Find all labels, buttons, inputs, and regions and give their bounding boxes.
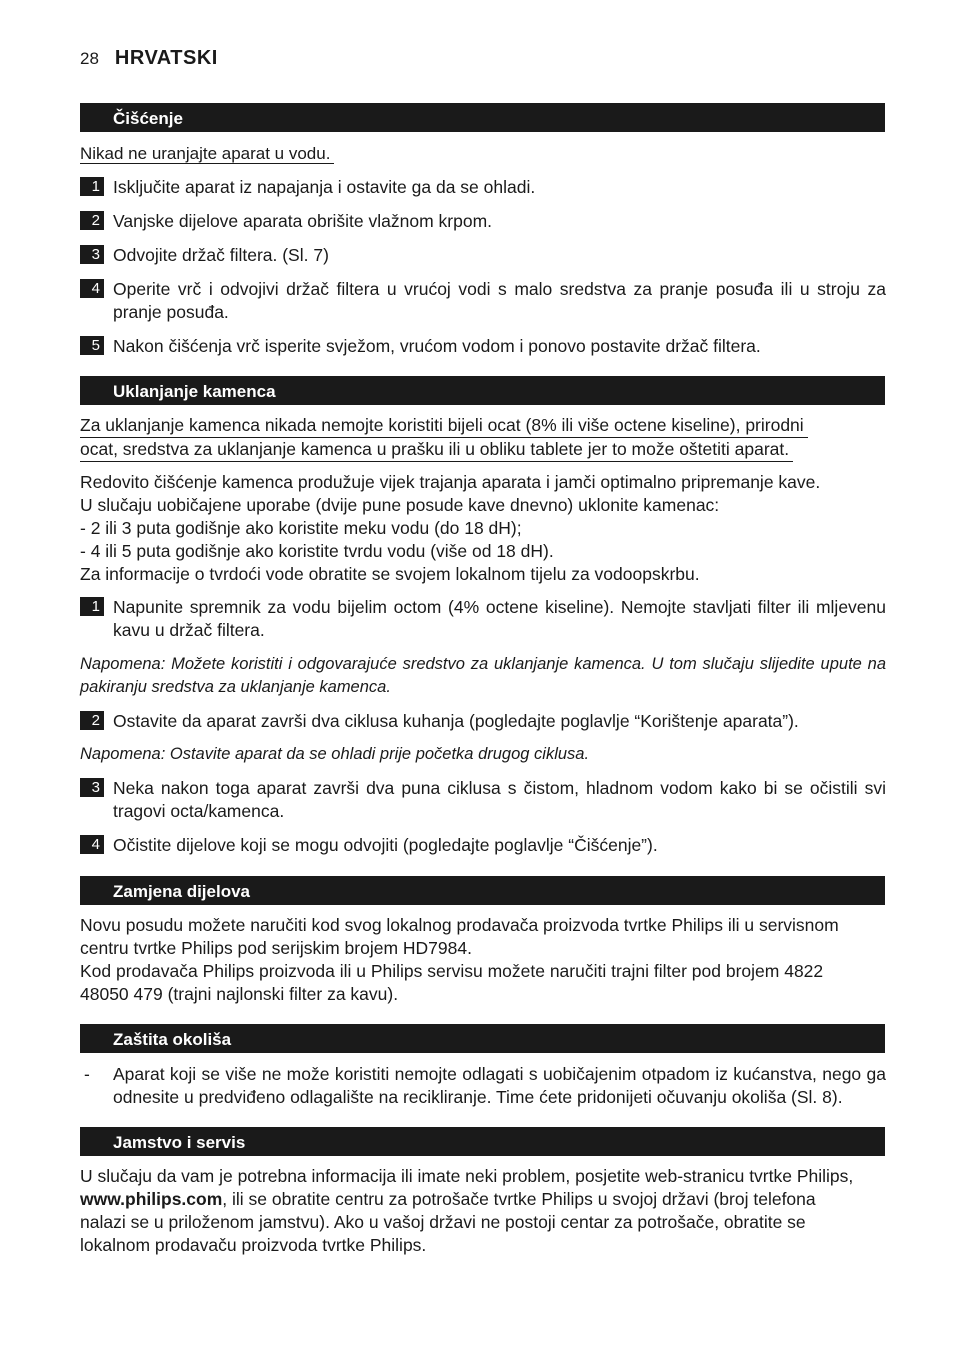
step-text: Neka nakon toga aparat završi dva puna ciklusa s čistom, hladnom vodom kako bi se očistili svi tragovi octa/kamenca. — [113, 778, 886, 821]
step-text: Operite vrč i odvojivi držač filtera u vrućoj vodi s malo sredstva za pranje posuđa ili u stroju za pranje posuđa. — [113, 279, 886, 322]
section-header-guarantee: Jamstvo i servis — [80, 1127, 885, 1156]
cleaning-warning: Nikad ne uranjajte aparat u vodu. — [80, 143, 334, 165]
descaling-note-2: Napomena: Ostavite aparat da se ohladi prije početka drugog ciklusa. — [80, 745, 590, 763]
cleaning-step-5 — [80, 335, 886, 358]
environment-item — [80, 1063, 886, 1109]
section-header-cleaning: Čišćenje — [80, 103, 885, 132]
descaling-note-1: Napomena: Možete koristiti i odgovarajuće sredstvo za uklanjanje kamenca. U tom slučaju slijedite upute na pakiranju sredstva za uklanjanje kamenca. — [80, 655, 886, 696]
section-header-replacement: Zamjena dijelova — [80, 876, 885, 905]
step-number: 4 — [80, 835, 104, 854]
cleaning-step-2 — [80, 210, 886, 233]
cleaning-step-4 — [80, 278, 886, 324]
cleaning-step-3 — [80, 244, 886, 267]
step-number: 1 — [80, 177, 104, 196]
cleaning-step-1 — [80, 176, 886, 199]
step-text: Isključite aparat iz napajanja i ostavite ga da se ohladi. — [113, 177, 536, 197]
section-header-descaling: Uklanjanje kamenca — [80, 376, 885, 405]
step-number: 1 — [80, 597, 104, 616]
replacement-text: Novu posudu možete naručiti kod svog lokalnog prodavača proizvoda tvrtke Philips ili u servisnom centru tvrtke Philips pod serijskim brojem HD7984. Kod prodavača Philips proizvoda ili u Philips servisu možete naručiti trajni filter pod brojem 4822 48050 479 (trajni najlonski filter za kavu). — [80, 915, 839, 1004]
environment-text: Aparat koji se više ne može koristiti nemojte odlagati s uobičajenim otpadom iz kućanstva, nego ga odnesite u predviđeno odlagalište na recikliranje. Time ćete pridonijeti očuvanju okoliša (Sl. 8). — [113, 1064, 886, 1107]
step-text: Napunite spremnik za vodu bijelim octom (4% octene kiseline). Nemojte stavljati filter ili mljevenu kavu u držač filtera. — [113, 597, 886, 640]
descaling-step-1 — [80, 596, 886, 642]
page-number: 28 — [80, 49, 99, 68]
step-text: Ostavite da aparat završi dva ciklusa kuhanja (pogledajte poglavlje “Korištenje aparata”). — [113, 711, 799, 731]
step-number: 2 — [80, 711, 104, 730]
step-number: 2 — [80, 211, 104, 230]
descaling-warning: Za uklanjanje kamenca nikada nemojte koristiti bijeli ocat (8% ili više octene kiseline), prirodni ocat, sredstva za uklanjanje kamenca u prašku ili u obliku tablete jer to može oštetiti aparat. — [80, 414, 886, 462]
philips-website-link[interactable]: www.philips.com — [80, 1189, 223, 1209]
guarantee-text: U slučaju da vam je potrebna informacija ili imate neki problem, posjetite web-stranicu tvrtke Philips, www.philips.com, ili se obratite centru za potrošače tvrtke Philips u svojoj državi (broj telefona nalazi se u priloženom jamstvu). Ako u vašoj državi ne postoji centar za potrošače, obratite se lokalnom prodavaču proizvoda tvrtke Philips. — [80, 1166, 854, 1255]
page-header — [80, 47, 218, 75]
descaling-intro: Redovito čišćenje kamenca produžuje vijek trajanja aparata i jamči optimalno pripremanje kave. U slučaju uobičajene uporabe (dvije pune posude kave dnevno) uklonite kamenac: - 2 ili 3 puta godišnje ako koristite meku vodu (do 18 dH); - 4 ili 5 puta godišnje ako koristite tvrdu vodu (više od 18 dH). Za informacije o tvrdoći vode obratite se svojem lokalnom tijelu za vodoopskrbu. — [80, 472, 821, 584]
step-number: 4 — [80, 279, 104, 298]
descaling-step-2 — [80, 710, 886, 733]
step-text: Vanjske dijelove aparata obrišite vlažnom krpom. — [113, 211, 493, 231]
step-number: 3 — [80, 778, 104, 797]
step-text: Nakon čišćenja vrč isperite svježom, vrućom vodom i ponovo postavite držač filtera. — [113, 336, 761, 356]
step-number: 5 — [80, 336, 104, 355]
descaling-step-3 — [80, 777, 886, 823]
section-header-environment: Zaštita okoliša — [80, 1024, 885, 1053]
descaling-step-4 — [80, 834, 886, 857]
language-heading: HRVATSKI — [114, 47, 218, 69]
step-number: 3 — [80, 245, 104, 264]
step-text: Odvojite držač filtera. (Sl. 7) — [113, 245, 329, 265]
dash-bullet: - — [84, 1064, 90, 1084]
step-text: Očistite dijelove koji se mogu odvojiti (pogledajte poglavlje “Čišćenje”). — [113, 835, 658, 855]
